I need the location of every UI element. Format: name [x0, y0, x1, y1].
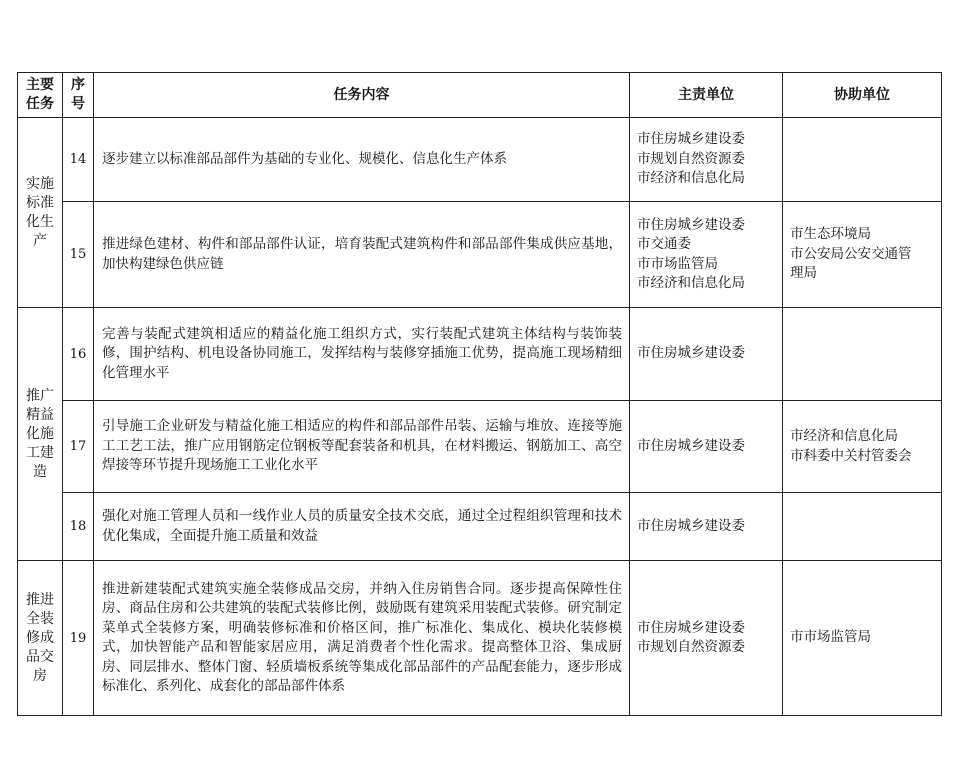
task-content: 强化对施工管理人员和一线作业人员的质量安全技术交底，通过全过程组织管理和技术优化集成，全面提升施工质量和效益 — [94, 493, 630, 561]
main-task-line: 工建 — [26, 444, 54, 461]
lead-unit-cell — [630, 202, 783, 308]
assist-unit: 市市场监管局 — [790, 629, 871, 646]
main-task-line: 推进 — [26, 591, 54, 608]
seq-number: 16 — [63, 308, 94, 401]
table-row — [18, 401, 942, 493]
task-content: 推进绿色建材、构件和部品部件认证，培育装配式建筑构件和部品部件集成供应基地，加快构建绿色供应链 — [94, 202, 630, 308]
header-seq-line-1: 序 — [71, 77, 85, 93]
assist-unit: 市公安局公安交通管 — [790, 245, 912, 262]
main-task-cell — [18, 118, 63, 308]
main-task-line: 修成 — [26, 629, 54, 646]
assist-unit: 理局 — [790, 265, 817, 282]
header-task-content: 任务内容 — [94, 73, 630, 118]
seq-number: 19 — [63, 561, 94, 716]
main-task-cell — [18, 561, 63, 716]
main-task-line: 推广 — [26, 387, 54, 404]
lead-unit: 市规划自然资源委 — [637, 150, 745, 167]
assist-unit-cell — [783, 202, 942, 308]
header-main-task-line-1: 主要 — [26, 77, 54, 93]
main-task-line: 品交 — [26, 648, 54, 665]
assist-unit: 市生态环境局 — [790, 226, 871, 243]
assist-unit-cell — [783, 401, 942, 493]
task-table — [17, 72, 942, 716]
main-task-line: 标准 — [26, 194, 54, 211]
table-row — [18, 202, 942, 308]
header-main-task-line-2: 任务 — [26, 96, 54, 112]
lead-unit: 市住房城乡建设委 — [637, 619, 745, 636]
task-content: 推进新建装配式建筑实施全装修成品交房，并纳入住房销售合同。逐步提高保障性住房、商品住房和公共建筑的装配式装修比例，鼓励既有建筑采用装配式装修。研究制定菜单式全装修方案，明确装修标准和价格区间，推广标准化、集成化、模块化装修模式，加快智能产品和智能家居应用，满足消费者个性化需求。提高整体卫浴、集成厨房、同层排水、整体门窗、轻质墙板系统等集成化部品部件的产品配套能力，逐步形成标准化、系列化、成套化的部品部件体系 — [94, 561, 630, 716]
main-task-line: 造 — [33, 463, 47, 480]
lead-unit-cell — [630, 118, 783, 202]
lead-unit: 市规划自然资源委 — [637, 639, 745, 655]
assist-unit-cell — [783, 561, 942, 716]
table-row — [18, 118, 942, 202]
lead-unit: 市住房城乡建设委 — [637, 345, 745, 362]
assist-unit-cell — [783, 493, 942, 561]
seq-number: 17 — [63, 401, 94, 493]
task-content: 引导施工企业研发与精益化施工相适应的构件和部品部件吊装、运输与堆放、连接等施工工艺工法，推广应用钢筋定位钢板等配套装备和机具，在材料搬运、钢筋加工、高空焊接等环节提升现场施工工业化水平 — [94, 401, 630, 493]
table-row — [18, 561, 942, 716]
seq-number: 15 — [63, 202, 94, 308]
main-task-cell — [18, 308, 63, 561]
main-task-line: 化生 — [26, 213, 54, 230]
header-main-task — [18, 73, 63, 118]
main-task-line: 化施 — [26, 425, 54, 442]
lead-unit: 市交通委 — [637, 236, 691, 252]
header-seq-line-2: 号 — [71, 96, 85, 112]
header-lead-unit: 主责单位 — [630, 73, 783, 118]
assist-unit-cell — [783, 118, 942, 202]
lead-unit: 市住房城乡建设委 — [637, 517, 745, 534]
lead-unit-cell — [630, 493, 783, 561]
main-task-line: 产 — [33, 232, 47, 249]
main-task-line: 全装 — [26, 610, 54, 627]
lead-unit-cell — [630, 561, 783, 716]
task-content: 逐步建立以标准部品部件为基础的专业化、规模化、信息化生产体系 — [94, 118, 630, 202]
assist-unit-cell — [783, 308, 942, 401]
lead-unit: 市经济和信息化局 — [637, 170, 745, 187]
lead-unit: 市住房城乡建设委 — [637, 131, 745, 148]
header-row — [18, 73, 942, 118]
seq-number: 14 — [63, 118, 94, 202]
lead-unit: 市经济和信息化局 — [637, 275, 745, 291]
task-content: 完善与装配式建筑相适应的精益化施工组织方式，实行装配式建筑主体结构与装饰装修，围护结构、机电设备协同施工，发挥结构与装修穿插施工优势，提高施工现场精细化管理水平 — [94, 308, 630, 401]
main-task-line: 房 — [33, 667, 47, 684]
assist-unit: 市科委中关村管委会 — [790, 447, 912, 464]
lead-unit: 市市场监管局 — [637, 255, 718, 272]
lead-unit-cell — [630, 401, 783, 493]
lead-unit-cell — [630, 308, 783, 401]
seq-number: 18 — [63, 493, 94, 561]
main-task-line: 实施 — [26, 175, 54, 192]
table-row — [18, 308, 942, 401]
table-row — [18, 493, 942, 561]
lead-unit: 市住房城乡建设委 — [637, 437, 745, 454]
header-seq-no — [63, 73, 94, 118]
assist-unit: 市经济和信息化局 — [790, 428, 898, 444]
header-assist-unit: 协助单位 — [783, 73, 942, 118]
lead-unit: 市住房城乡建设委 — [637, 216, 745, 233]
main-task-line: 精益 — [26, 406, 54, 423]
